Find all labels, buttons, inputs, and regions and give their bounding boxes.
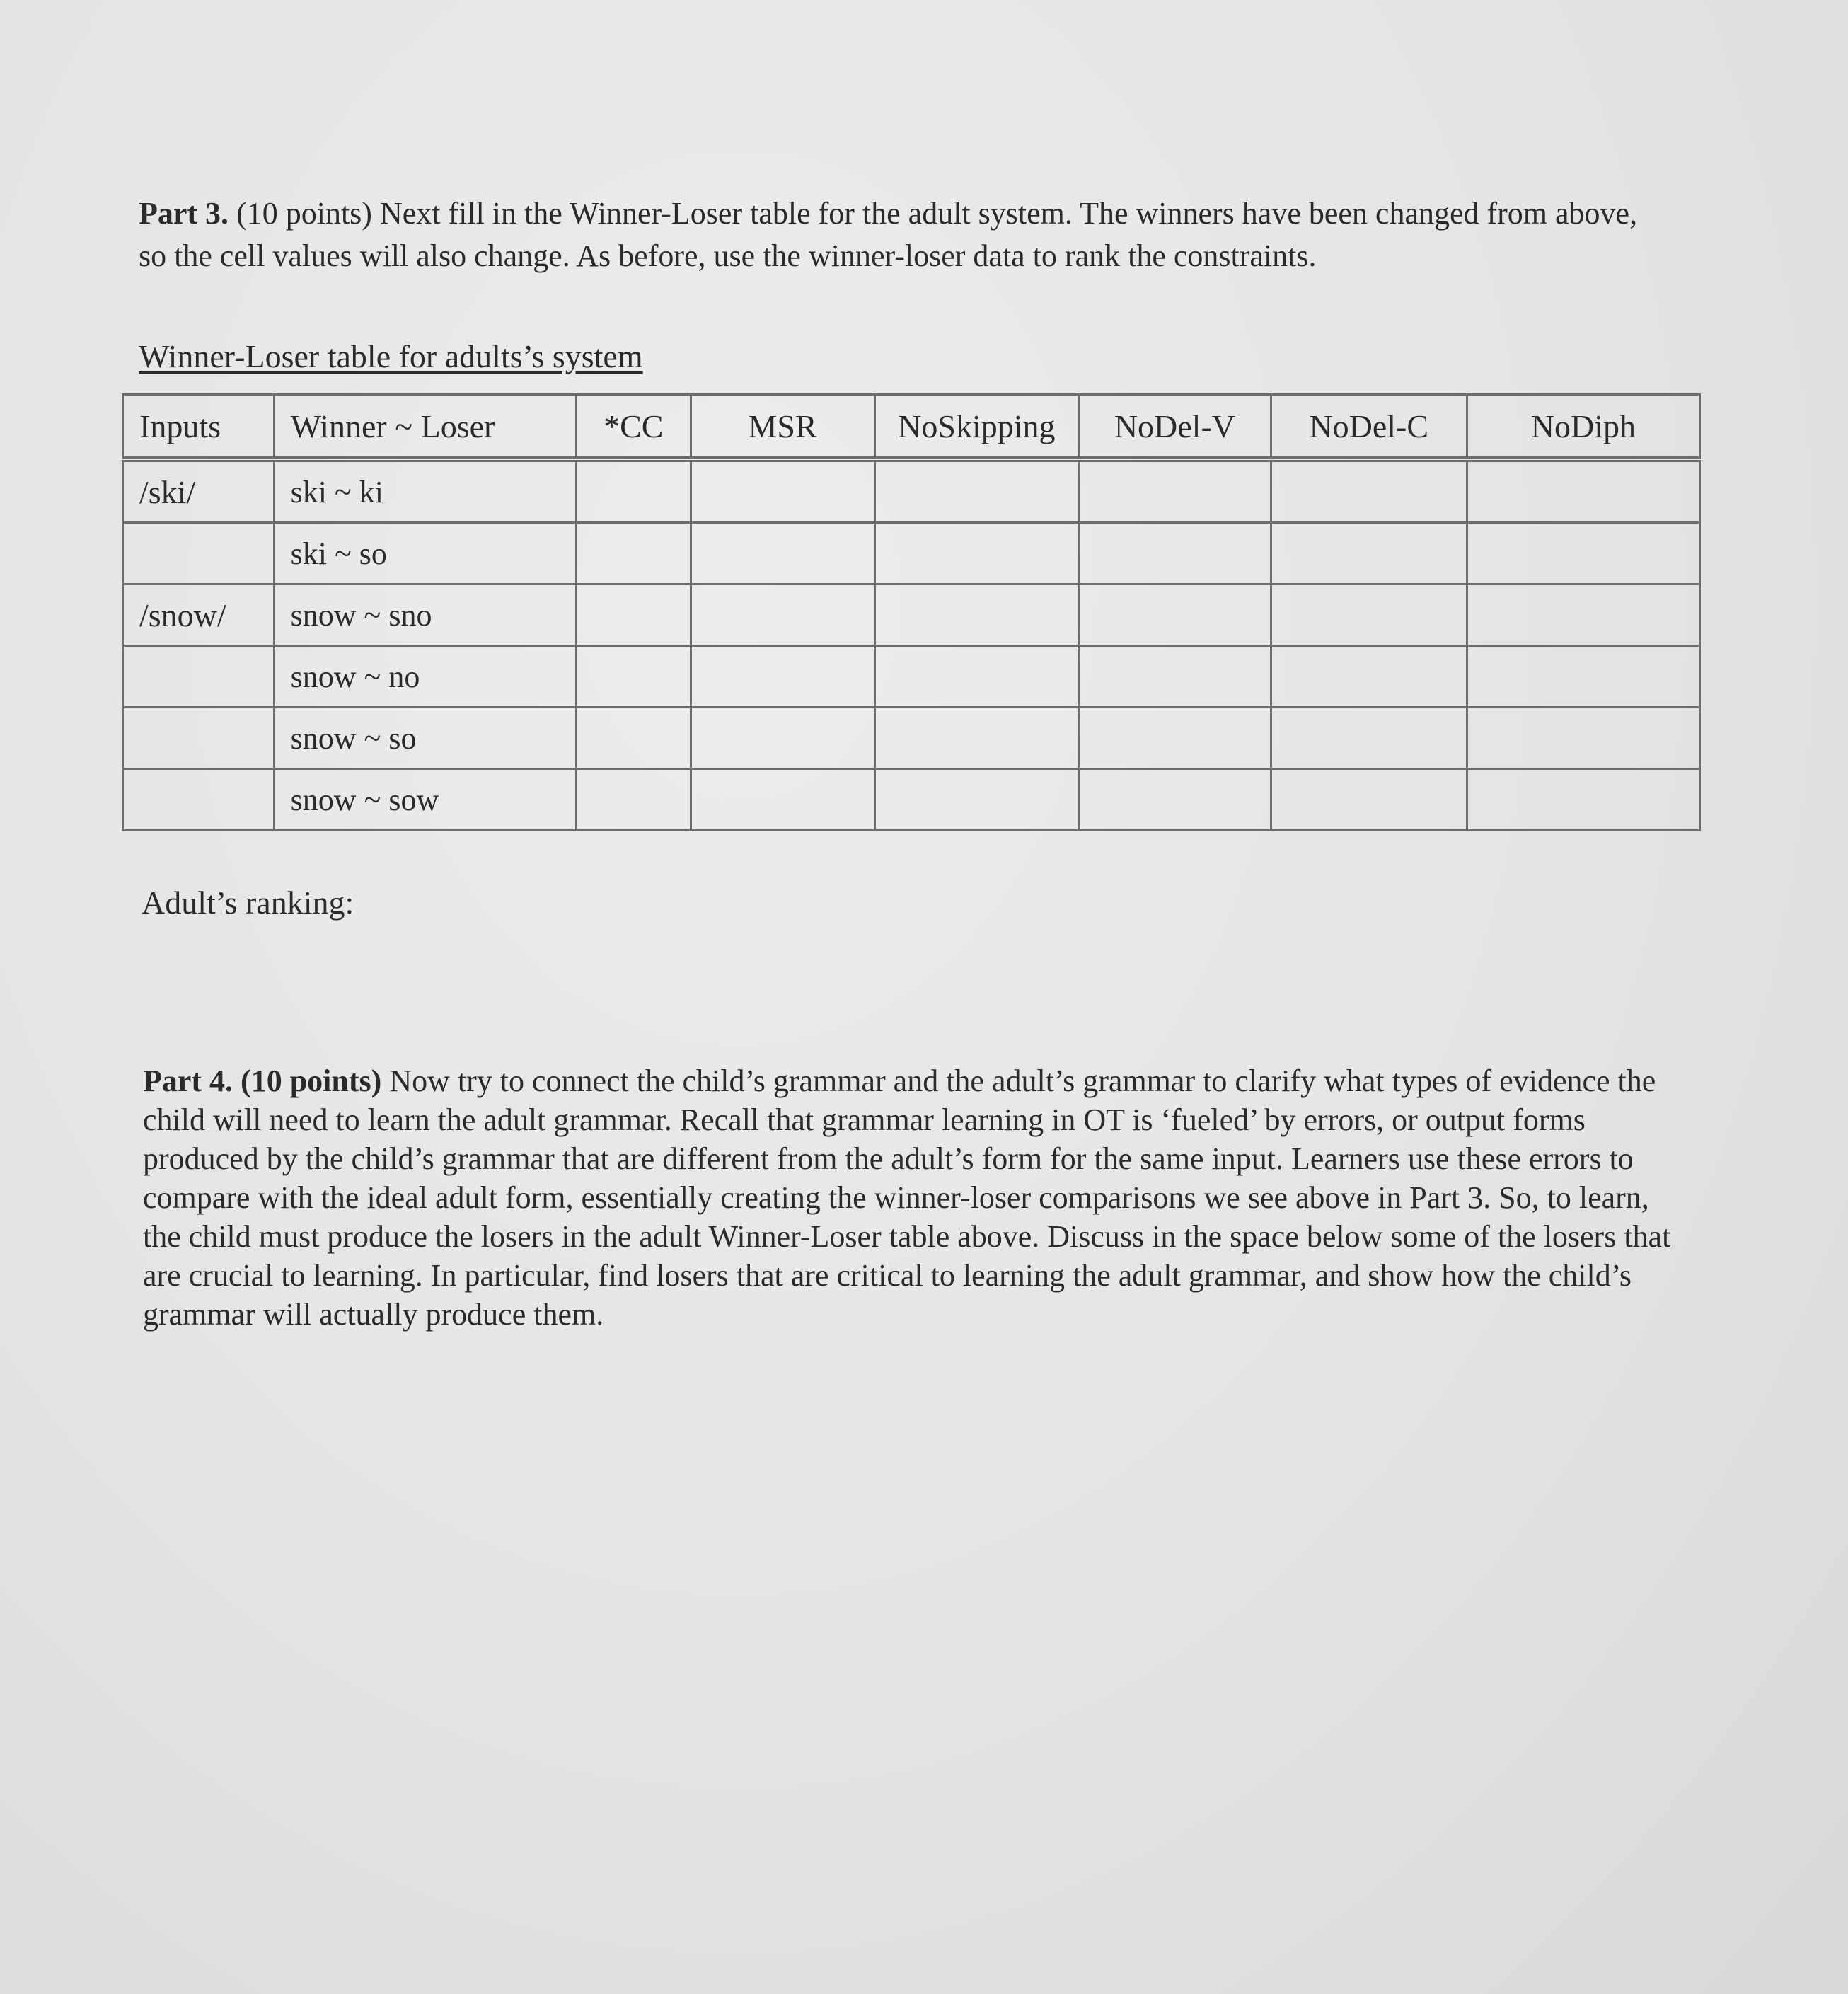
header-nodiph: NoDiph <box>1467 395 1699 460</box>
cell-cc[interactable] <box>576 646 691 708</box>
cell-nodel-c[interactable] <box>1271 459 1467 523</box>
cell-nodel-v[interactable] <box>1079 459 1271 523</box>
cell-msr[interactable] <box>691 523 874 584</box>
row-input <box>123 646 275 708</box>
table-row <box>123 769 1700 831</box>
cell-msr[interactable] <box>691 708 874 769</box>
cell-cc[interactable] <box>576 769 691 831</box>
row-input: /snow/ <box>123 584 275 646</box>
cell-nodel-v[interactable] <box>1079 708 1271 769</box>
cell-cc[interactable] <box>576 584 691 646</box>
part3-text: (10 points) Next fill in the Winner-Loser table for the adult system. The winners have been changed from above, so the cell values will also change. As before, use the winner-loser data to rank the constraints. <box>139 196 1638 273</box>
header-noskipping: NoSkipping <box>874 395 1079 460</box>
row-pair: ski ~ ki <box>274 459 576 523</box>
header-cc: *CC <box>576 395 691 460</box>
table-row <box>123 708 1700 769</box>
cell-noskipping[interactable] <box>874 459 1079 523</box>
header-winner-loser: Winner ~ Loser <box>274 395 576 460</box>
winner-loser-table <box>122 393 1701 831</box>
cell-cc[interactable] <box>576 459 691 523</box>
header-inputs: Inputs <box>123 395 275 460</box>
row-pair: snow ~ no <box>274 646 576 708</box>
part4-text: Now try to connect the child’s grammar and the adult’s grammar to clarify what types of evidence the child will need to learn the adult grammar. Recall that grammar learning in OT is ‘fueled’ by errors, or output forms produced by the child’s grammar that are different from the adult’s form for the same input. Learners use these errors to compare with the ideal adult form, essentially creating the winner-loser comparisons we see above in Part 3. So, to learn, the child must produce the losers in the adult Winner-Loser table above. Discuss in the space below some of the losers that are crucial to learning. In particular, find losers that are critical to learning the adult grammar, and show how the child’s grammar will actually produce them. <box>143 1064 1671 1332</box>
cell-noskipping[interactable] <box>874 769 1079 831</box>
table-row <box>123 523 1700 584</box>
cell-nodel-v[interactable] <box>1079 584 1271 646</box>
table-title: Winner-Loser table for adults’s system <box>139 338 643 374</box>
row-input <box>123 708 275 769</box>
header-nodel-c: NoDel-C <box>1271 395 1467 460</box>
row-pair: snow ~ sow <box>274 769 576 831</box>
part3-instructions <box>139 192 1667 277</box>
cell-nodiph[interactable] <box>1467 769 1699 831</box>
cell-nodel-c[interactable] <box>1271 708 1467 769</box>
table-row <box>123 584 1700 646</box>
row-input: /ski/ <box>123 459 275 523</box>
row-pair: ski ~ so <box>274 523 576 584</box>
table-header-row <box>123 395 1700 460</box>
header-msr: MSR <box>691 395 874 460</box>
adult-ranking-label: Adult’s ranking: <box>142 884 354 921</box>
cell-nodel-c[interactable] <box>1271 769 1467 831</box>
cell-nodiph[interactable] <box>1467 459 1699 523</box>
row-pair: snow ~ so <box>274 708 576 769</box>
table-row <box>123 646 1700 708</box>
row-input <box>123 769 275 831</box>
cell-noskipping[interactable] <box>874 523 1079 584</box>
cell-nodiph[interactable] <box>1467 523 1699 584</box>
cell-noskipping[interactable] <box>874 646 1079 708</box>
cell-cc[interactable] <box>576 708 691 769</box>
cell-nodel-v[interactable] <box>1079 769 1271 831</box>
cell-nodiph[interactable] <box>1467 708 1699 769</box>
cell-msr[interactable] <box>691 646 874 708</box>
part4-instructions <box>143 1061 1678 1334</box>
cell-msr[interactable] <box>691 459 874 523</box>
cell-nodel-c[interactable] <box>1271 584 1467 646</box>
cell-noskipping[interactable] <box>874 584 1079 646</box>
cell-nodel-v[interactable] <box>1079 646 1271 708</box>
cell-cc[interactable] <box>576 523 691 584</box>
cell-msr[interactable] <box>691 769 874 831</box>
cell-nodel-c[interactable] <box>1271 523 1467 584</box>
part4-heading: Part 4. (10 points) <box>143 1064 382 1098</box>
cell-nodiph[interactable] <box>1467 646 1699 708</box>
cell-nodel-v[interactable] <box>1079 523 1271 584</box>
row-pair: snow ~ sno <box>274 584 576 646</box>
cell-noskipping[interactable] <box>874 708 1079 769</box>
table-row <box>123 459 1700 523</box>
cell-nodiph[interactable] <box>1467 584 1699 646</box>
row-input <box>123 523 275 584</box>
cell-msr[interactable] <box>691 584 874 646</box>
cell-nodel-c[interactable] <box>1271 646 1467 708</box>
part3-heading: Part 3. <box>139 196 229 231</box>
header-nodel-v: NoDel-V <box>1079 395 1271 460</box>
